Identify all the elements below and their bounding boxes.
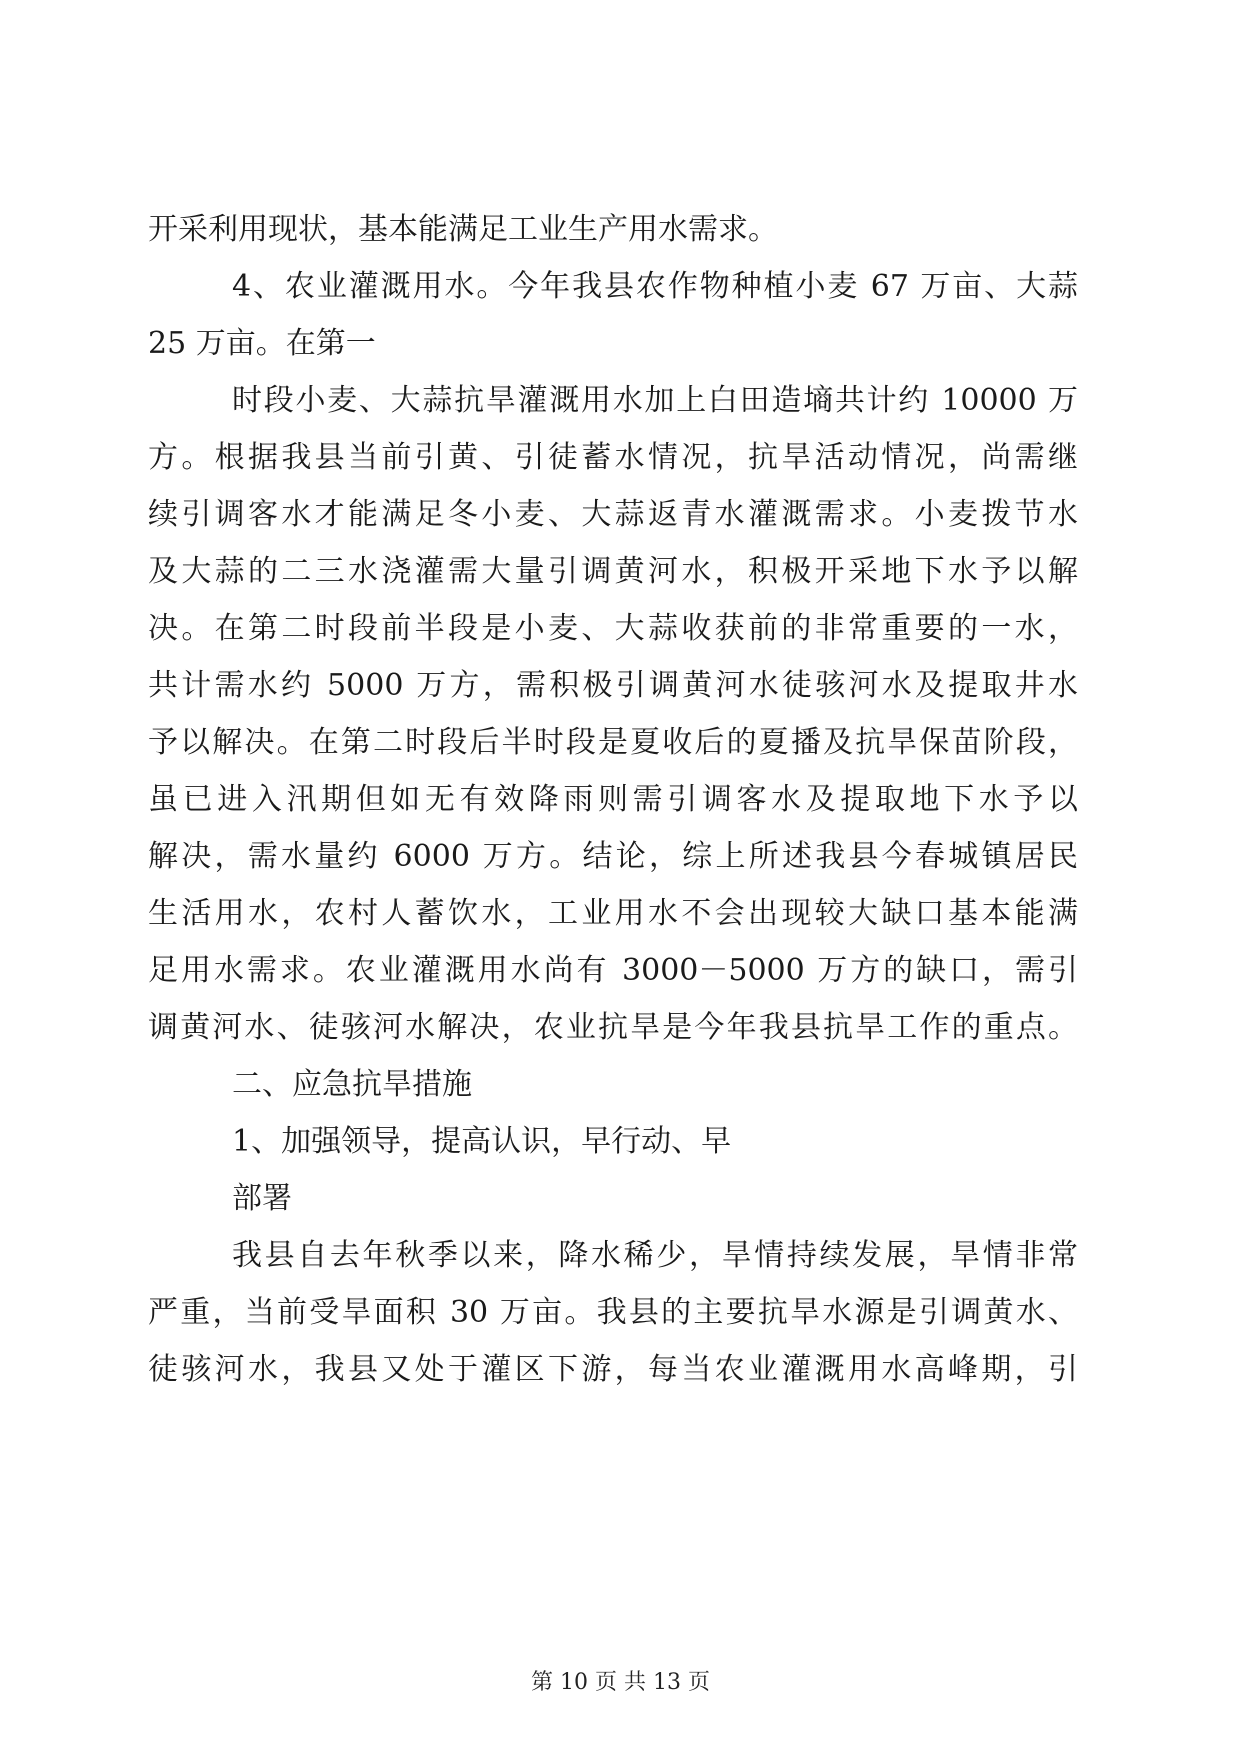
text-line-14: 足用水需求。农业灌溉用水尚有 3000－5000 万方的缺口，需引 — [148, 953, 1078, 988]
text-line-6: 续引调客水才能满足冬小麦、大蒜返青水灌溉需求。小麦拨节水 — [148, 497, 1078, 532]
subsection-heading-continued: 部署 — [232, 1181, 292, 1216]
text-line-7: 及大蒜的二三水浇灌需大量引调黄河水，积极开采地下水予以解 — [148, 554, 1078, 589]
text-line-15: 调黄河水、徒骇河水解决，农业抗旱是今年我县抗旱工作的重点。 — [148, 1010, 1078, 1045]
text-line-9: 共计需水约 5000 万方，需积极引调黄河水徒骇河水及提取井水 — [148, 668, 1078, 703]
text-line-1: 开采利用现状，基本能满足工业生产用水需求。 — [148, 212, 778, 247]
text-line-4: 时段小麦、大蒜抗旱灌溉用水加上白田造墒共计约 10000 万 — [232, 383, 1078, 418]
section-heading: 二、应急抗旱措施 — [232, 1067, 472, 1102]
text-line-8: 决。在第二时段前半段是小麦、大蒜收获前的非常重要的一水， — [148, 611, 1078, 646]
text-line-2: 4、农业灌溉用水。今年我县农作物种植小麦 67 万亩、大蒜 — [232, 269, 1078, 304]
text-line-21: 徒骇河水，我县又处于灌区下游，每当农业灌溉用水高峰期，引 — [148, 1352, 1078, 1387]
text-line-19: 我县自去年秋季以来，降水稀少，旱情持续发展，旱情非常 — [232, 1238, 1078, 1273]
text-line-5: 方。根据我县当前引黄、引徒蓄水情况，抗旱活动情况，尚需继 — [148, 440, 1078, 475]
text-line-3: 25 万亩。在第一 — [148, 326, 376, 361]
text-line-11: 虽已进入汛期但如无有效降雨则需引调客水及提取地下水予以 — [148, 782, 1078, 817]
page-number-footer: 第 10 页 共 13 页 — [531, 1670, 710, 1695]
text-line-13: 生活用水，农村人蓄饮水，工业用水不会出现较大缺口基本能满 — [148, 896, 1078, 931]
subsection-heading: 1、加强领导，提高认识，早行动、早 — [232, 1124, 732, 1159]
text-line-12: 解决，需水量约 6000 万方。结论，综上所述我县今春城镇居民 — [148, 839, 1078, 874]
text-line-10: 予以解决。在第二时段后半时段是夏收后的夏播及抗旱保苗阶段， — [148, 725, 1078, 760]
text-line-20: 严重，当前受旱面积 30 万亩。我县的主要抗旱水源是引调黄水、 — [148, 1295, 1078, 1330]
